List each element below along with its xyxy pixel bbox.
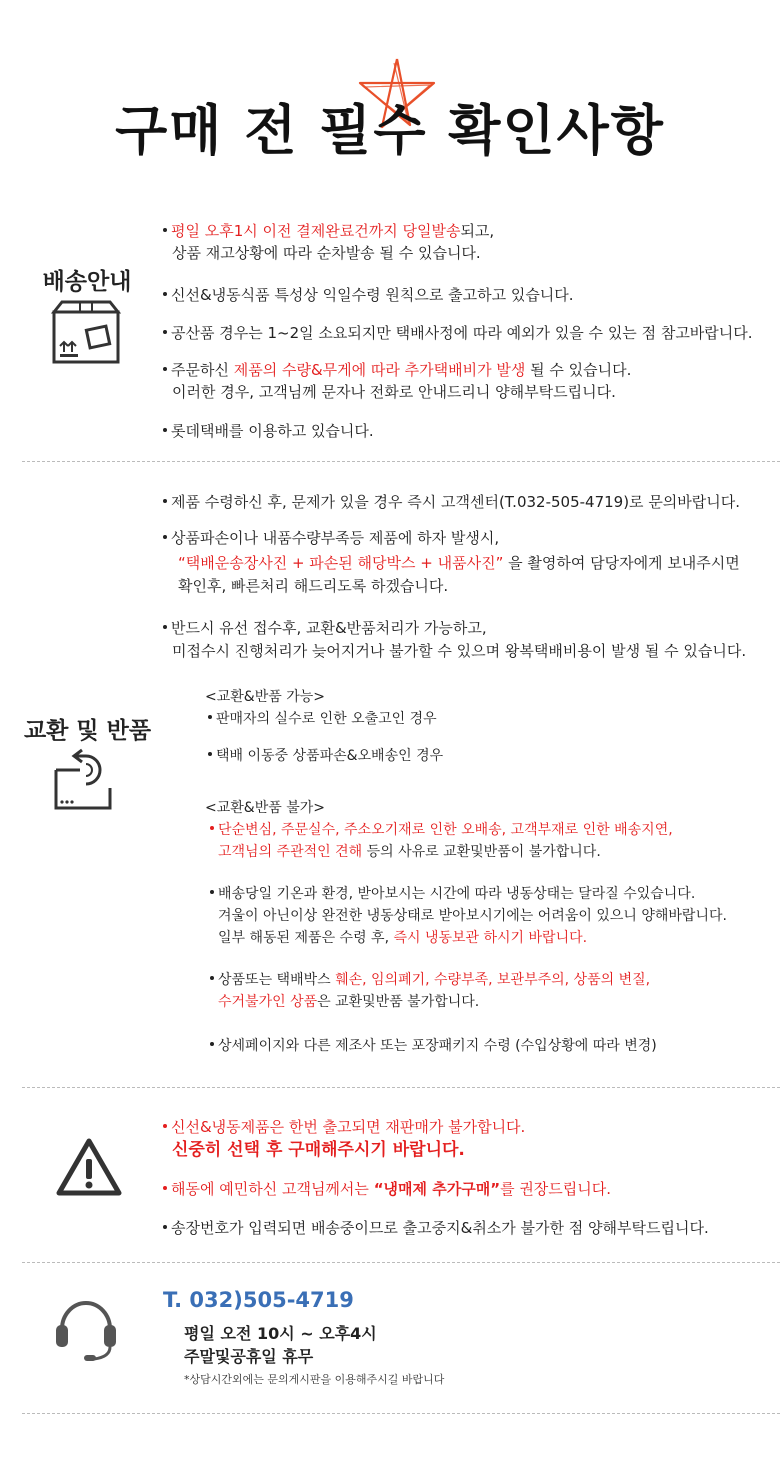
shipping-item: 주문하신 제품의 수량&무게에 따라 추가택배비가 발생 될 수 있습니다. xyxy=(163,359,631,381)
exchange-item: 상세페이지와 다른 제조사 또는 포장패키지 수령 (수입상황에 따라 변경) xyxy=(210,1035,657,1057)
weekend-hours: 주말및공휴일 휴무 xyxy=(184,1347,314,1366)
exchange-item: 택배 이동중 상품파손&오배송인 경우 xyxy=(208,745,443,767)
section-divider xyxy=(22,1087,780,1088)
exchange-item: 반드시 유선 접수후, 교환&반품처리가 가능하고, xyxy=(163,617,487,639)
shipping-item: 공산품 경우는 1~2일 소요되지만 택배사정에 따라 예외가 있을 수 있는 점 참고바랍니다. xyxy=(163,322,753,344)
exchange-subheading: <교환&반품 가능> xyxy=(205,689,325,705)
contact-note: *상담시간외에는 문의게시판을 이용해주시길 바랍니다 xyxy=(184,1373,445,1386)
delivery-box-icon xyxy=(50,300,122,366)
weekday-hours: 평일 오전 10시 ~ 오후4시 xyxy=(184,1324,377,1343)
warning-triangle-icon xyxy=(55,1137,123,1197)
section-divider xyxy=(22,461,780,462)
exchange-item: 상품파손이나 내품수량부족등 제품에 하자 발생시, xyxy=(163,527,499,549)
exchange-item: 판매자의 실수로 인한 오출고인 경우 xyxy=(208,708,437,730)
exchange-item: 확인후, 빠른처리 해드리도록 하겠습니다. xyxy=(178,577,449,595)
exchange-item: 고객님의 주관적인 견해 등의 사유로 교환및반품이 불가합니다. xyxy=(218,844,601,860)
shipping-item: 상품 재고상황에 따라 순차발송 될 수 있습니다. xyxy=(172,244,481,262)
exchange-item: 수거불가인 상품은 교환및반품 불가합니다. xyxy=(218,994,480,1010)
section-divider xyxy=(22,1413,780,1414)
phone-number[interactable]: T. 032)505-4719 xyxy=(163,1288,354,1312)
shipping-section-label: 배송안내 xyxy=(42,269,132,295)
exchange-item: 배송당일 기온과 환경, 받아보시는 시간에 따라 냉동상태는 달라질 수있습니다. xyxy=(210,883,695,905)
headset-icon xyxy=(54,1293,118,1363)
warning-item: 해동에 예민하신 고객님께서는 “냉매제 추가구매”를 권장드립니다. xyxy=(163,1178,611,1200)
shipping-item: 롯데택배를 이용하고 있습니다. xyxy=(163,420,374,442)
exchange-subheading: <교환&반품 불가> xyxy=(205,800,325,816)
exchange-item: 제품 수령하신 후, 문제가 있을 경우 즉시 고객센터(T.032-505-4719)로 문의바랍니다. xyxy=(163,491,740,513)
text: 평일 오후1시 이전 결제완료건까지 당일발송 xyxy=(171,222,461,240)
warning-item: 송장번호가 입력되면 배송중이므로 출고중지&취소가 불가한 점 양해부탁드립니다. xyxy=(163,1217,709,1239)
exchange-item: 일부 해동된 제품은 수령 후, 즉시 냉동보관 하시기 바랍니다. xyxy=(218,930,588,946)
exchange-item: 미접수시 진행처리가 늦어지거나 불가할 수 있으며 왕복택배비용이 발생 될 수 있습니다. xyxy=(172,642,747,660)
exchange-item: “택배운송장사진 + 파손된 해당박스 + 내품사진” 을 촬영하여 담당자에게 보내주시면 xyxy=(178,554,740,572)
exchange-section-label: 교환 및 반품 xyxy=(23,718,152,744)
exchange-item: 단순변심, 주문실수, 주소오기재로 인한 오배송, 고객부재로 인한 배송지연, xyxy=(210,819,673,841)
return-box-icon xyxy=(52,748,118,812)
shipping-item: 신선&냉동식품 특성상 익일수령 원칙으로 출고하고 있습니다. xyxy=(163,284,574,306)
warning-item: 신중히 선택 후 구매해주시기 바랍니다. xyxy=(172,1140,465,1160)
shipping-item: 이러한 경우, 고객님께 문자나 전화로 안내드리니 양해부탁드립니다. xyxy=(172,383,616,401)
exchange-item: 상품또는 택배박스 훼손, 임의폐기, 수량부족, 보관부주의, 상품의 변질, xyxy=(210,969,650,991)
section-divider xyxy=(22,1262,780,1263)
exchange-item: 겨울이 아닌이상 완전한 냉동상태로 받아보시기에는 어려움이 있으니 양해바랍니다. xyxy=(218,908,727,924)
shipping-item: 평일 오후1시 이전 결제완료건까지 당일발송되고, xyxy=(163,220,494,242)
warning-item: 신선&냉동제품은 한번 출고되면 재판매가 불가합니다. xyxy=(163,1116,525,1138)
page-title: 구매 전 필수 확인사항 xyxy=(115,99,665,162)
